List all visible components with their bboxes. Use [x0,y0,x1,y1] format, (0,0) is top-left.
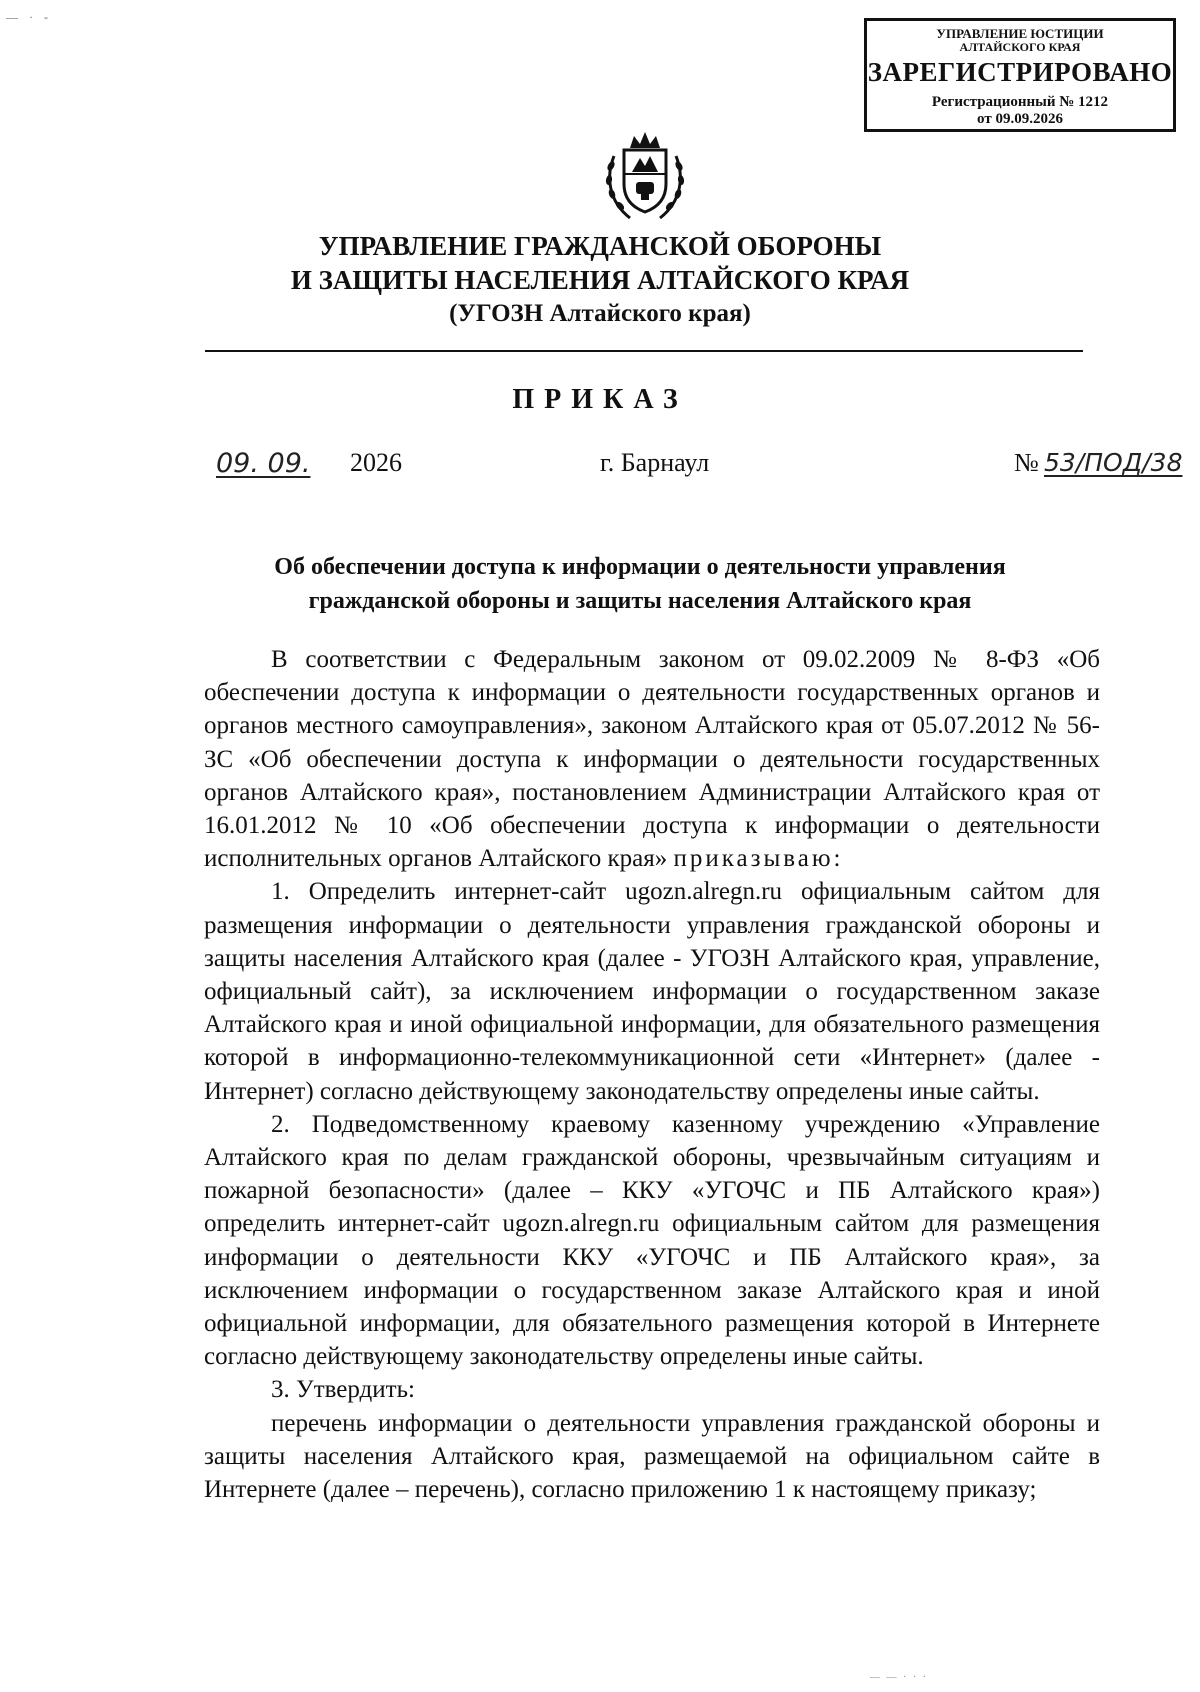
preamble-text: В соответствии с Федеральным законом от 09.02.2009 № 8-ФЗ «Об обеспечении доступа к информации о деятельности государственных органов и органов местного самоуправления», законом Алтайского края от 05.07.2012 № 56-ЗС «Об обеспечении доступа к информации о деятельности государственных органов Алтайского края», постановлением Администрации Алтайского края от 16.01.2012 № 10 «Об обеспечении доступа к информации о деятельности исполнительных органов Алтайского края» [204,646,1100,873]
handwritten-date: 09. 09. [216,448,311,479]
header-divider [205,350,1083,352]
stamp-reg-number: Регистрационный № 1212 [931,94,1109,111]
number-prefix: № [1014,448,1039,477]
subject-line2: гражданской обороны и защиты населения Алтайского края [308,588,972,614]
registration-stamp [864,18,1176,132]
order-subject [200,550,1080,618]
preamble-paragraph [204,643,1100,875]
item-3: 3. Утвердить: [271,1376,415,1404]
stamp-status: ЗАРЕГИСТРИРОВАНО [867,57,1173,88]
stamp-reg-date: от 09.09.2026 [977,110,1063,127]
item-3-subitem-1: перечень информации о деятельности управления гражданской обороны и защиты населения Алтайского края, размещаемой на официальном сайте в Интернете (далее – перечень), согласно приложению 1 к настоящему приказу; [204,1409,1100,1504]
org-name-line2: И ЗАЩИТЫ НАСЕЛЕНИЯ АЛТАЙСКОГО КРАЯ [290,265,910,295]
altai-krai-coat-of-arms-icon [600,126,690,226]
handwritten-order-number: 53/ПОД/38 [1044,448,1183,477]
subject-line1: Об обеспечении доступа к информации о деятельности управления [274,554,1006,580]
stamp-authority-line2: АЛТАЙСКОГО КРАЯ [959,40,1081,55]
scan-artifact-footer: — — · · · [870,1672,928,1683]
item-2: 2. Подведомственному краевому казенному учреждению «Управление Алтайского края по делам гражданской обороны, чрезвычайным ситуациям и пожарной безопасности» (далее – ККУ «УГОЧС и ПБ Алтайского края») определить интернет-сайт ugozn.alregn.ru официальным сайтом для размещения информации о деятельности ККУ «УГОЧС и ПБ Алтайского края», за исключением информации о государственном заказе Алтайского края и иной официальной информации, для обязательного размещения которой в Интернете согласно действующему законодательству определены иные сайты. [204,1110,1100,1371]
city: г. Барнаул [600,448,710,477]
date-year: 2026 [350,448,402,477]
doc-type-title: ПРИКАЗ [512,384,688,415]
order-body [204,643,1100,1506]
scan-artifact: — · - [6,10,52,24]
org-name-line1: УПРАВЛЕНИЕ ГРАЖДАНСКОЙ ОБОРОНЫ [318,231,882,261]
item-1: 1. Определить интернет-сайт ugozn.alregn.ru официальным сайтом для размещения информации о деятельности управления гражданской обороны и защиты населения Алтайского края (далее - УГОЗН Алтайского края, управление, официальный сайт), за исключением информации о государственном заказе Алтайского края и иной официальной информации, для обязательного размещения которой в информационно-телекоммуникационной сети «Интернет» (далее - Интернет) согласно действующему законодательству определены иные сайты. [204,878,1100,1105]
org-short-name: (УГОЗН Алтайского края) [449,300,751,327]
order-word: приказываю: [673,845,844,873]
stamp-authority-line1: УПРАВЛЕНИЕ ЮСТИЦИИ [936,26,1104,41]
